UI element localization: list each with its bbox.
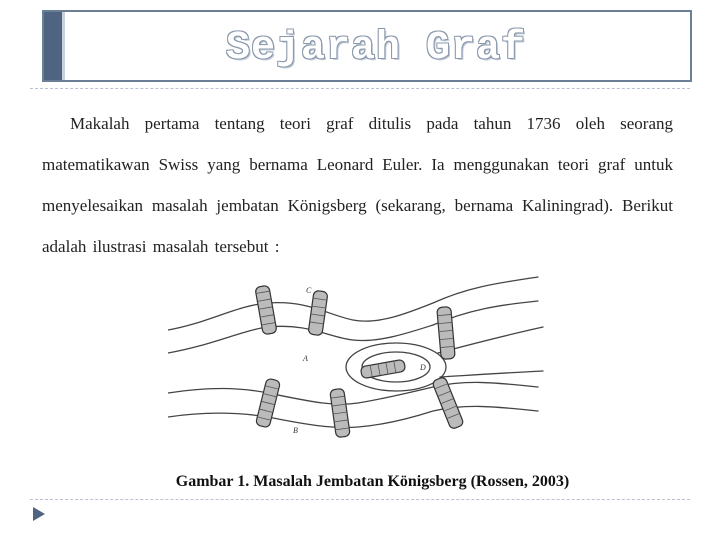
bridge-group [255,285,464,438]
body-paragraph-container [42,103,673,267]
bottom-divider [30,499,690,500]
region-label-d: D [420,363,426,372]
region-label-c: C [306,286,312,295]
region-label-b: B [293,426,298,435]
arrow-right-icon [32,506,46,522]
top-divider [30,88,690,89]
title-frame [42,10,692,82]
konigsberg-bridges-illustration [168,275,548,445]
figure-caption: Gambar 1. Masalah Jembatan Königsberg (Rossen, 2003) [175,473,570,490]
region-label-a: A [303,354,308,363]
body-paragraph: Makalah pertama tentang teori graf ditulis pada tahun 1736 oleh seorang matematikawan Swiss yang bernama Leonard Euler. Ia menggunakan teori graf untuk menyelesaikan masalah jembatan Königsberg (sekarang, bernama Kaliningrad). Berikut adalah ilustrasi masalah tersebut : [42,114,673,256]
slide-title: Sejarah Graf [225,26,527,71]
